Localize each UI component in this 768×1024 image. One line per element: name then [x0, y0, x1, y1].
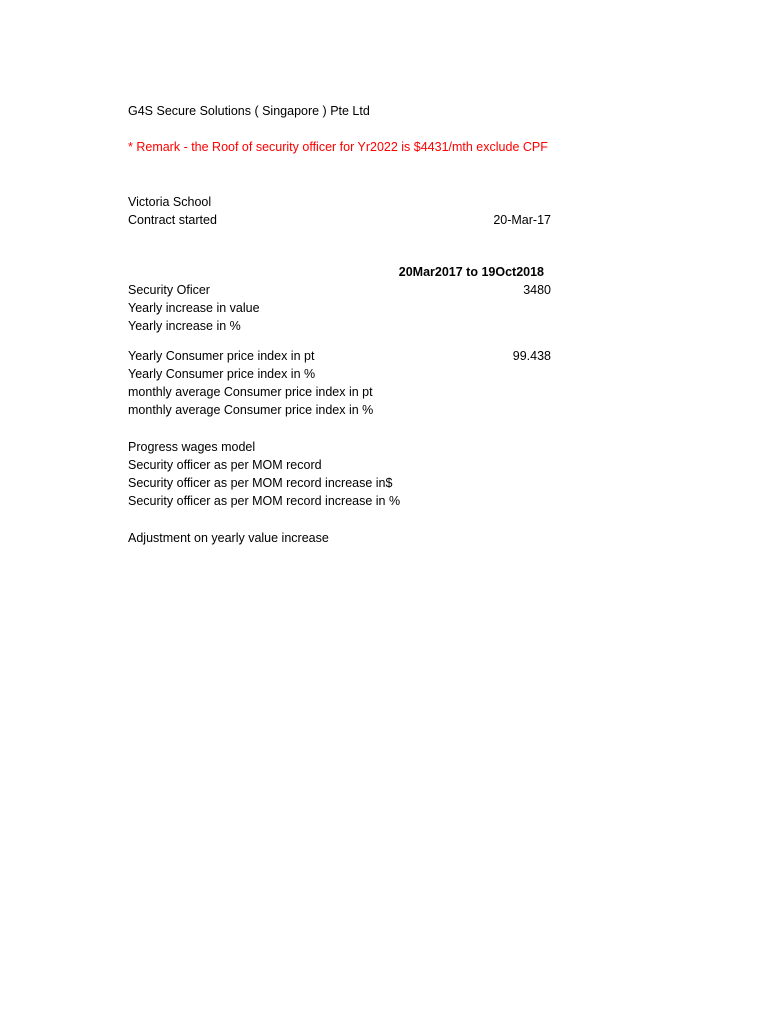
remark-note: * Remark - the Roof of security officer for Yr2022 is $4431/mth exclude CPF — [128, 140, 548, 154]
row-label: monthly average Consumer price index in % — [128, 403, 374, 417]
contract-started-value: 20-Mar-17 — [493, 213, 551, 227]
row-label: Security officer as per MOM record increase in$ — [128, 476, 393, 490]
row-label: Yearly Consumer price index in % — [128, 367, 316, 381]
row-label: Security officer as per MOM record — [128, 458, 322, 472]
row-value: 99.438 — [512, 349, 551, 363]
row-label: Security officer as per MOM record increase in % — [128, 494, 401, 508]
row-value: 3480 — [523, 283, 551, 297]
row-label: monthly average Consumer price index in pt — [128, 385, 373, 399]
period-header: 20Mar2017 to 19Oct2018 — [398, 265, 544, 279]
contract-started-label: Contract started — [128, 213, 217, 227]
company-name: G4S Secure Solutions ( Singapore ) Pte Ltd — [128, 104, 370, 118]
row-label: Progress wages model — [128, 440, 256, 454]
row-label: Yearly increase in value — [128, 301, 260, 315]
row-label: Adjustment on yearly value increase — [128, 531, 329, 545]
row-label: Security Oficer — [128, 283, 210, 297]
row-label: Yearly Consumer price index in pt — [128, 349, 315, 363]
row-label: Yearly increase in % — [128, 319, 241, 333]
site-name: Victoria School — [128, 195, 212, 209]
